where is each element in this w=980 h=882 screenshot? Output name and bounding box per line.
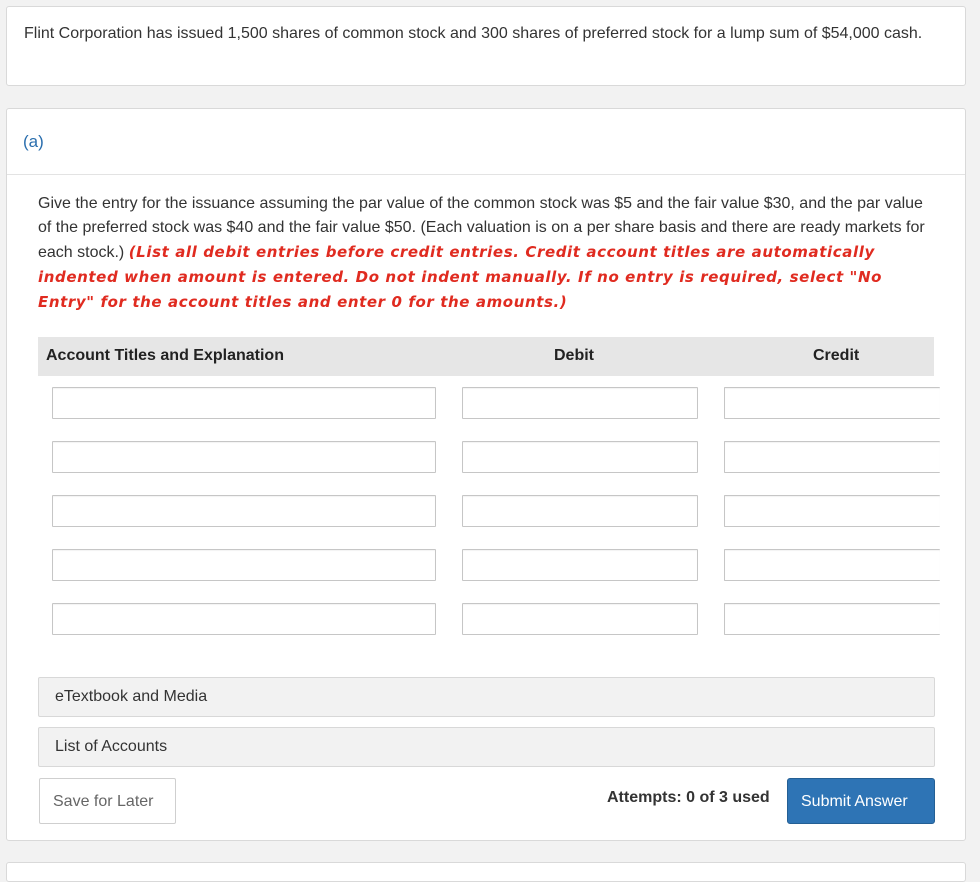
debit-amount-field[interactable] (462, 495, 698, 527)
column-header-credit: Credit (813, 347, 860, 364)
credit-amount-field[interactable] (724, 441, 940, 473)
debit-amount-field[interactable] (462, 441, 698, 473)
problem-intro-text: Flint Corporation has issued 1,500 shares of common stock and 300 shares of preferred stock for a lump sum of $54,000 cash. (24, 25, 923, 42)
list-of-accounts-link[interactable]: List of Accounts (38, 727, 935, 767)
journal-table-header (38, 337, 934, 376)
debit-amount-field[interactable] (462, 387, 698, 419)
question-instructions: (List all debit entries before credit entries. Credit account titles are automatically indented when amount is entered. Do not indent manually. If no entry is required, select "No Entry" for the account titles and enter 0 for the amounts.) (38, 243, 883, 311)
question-body: Give the entry for the issuance assuming the par value of the common stock was $5 and the fair value $30, and the par value of the preferred stock was $40 and the fair value $50. (Each valuation is on a per share basis and there are ready markets for each stock.) (38, 195, 925, 261)
column-header-debit: Debit (554, 347, 594, 364)
next-part-card (6, 862, 966, 882)
account-title-field[interactable] (52, 495, 436, 527)
debit-amount-field[interactable] (462, 549, 698, 581)
column-header-account: Account Titles and Explanation (46, 347, 284, 364)
credit-amount-field[interactable] (724, 549, 940, 581)
question-text (38, 192, 933, 315)
submit-answer-button[interactable]: Submit Answer (787, 778, 935, 824)
attempts-counter: Attempts: 0 of 3 used (607, 789, 770, 806)
account-title-field[interactable] (52, 603, 436, 635)
save-for-later-button[interactable]: Save for Later (39, 778, 176, 824)
account-title-field[interactable] (52, 387, 436, 419)
part-label: (a) (23, 132, 44, 151)
problem-intro-card (6, 6, 966, 86)
credit-amount-field[interactable] (724, 495, 940, 527)
account-title-field[interactable] (52, 549, 436, 581)
credit-amount-field[interactable] (724, 603, 940, 635)
question-part-card (6, 108, 966, 841)
credit-amount-field[interactable] (724, 387, 940, 419)
part-header (7, 109, 965, 175)
debit-amount-field[interactable] (462, 603, 698, 635)
etextbook-media-link[interactable]: eTextbook and Media (38, 677, 935, 717)
account-title-field[interactable] (52, 441, 436, 473)
